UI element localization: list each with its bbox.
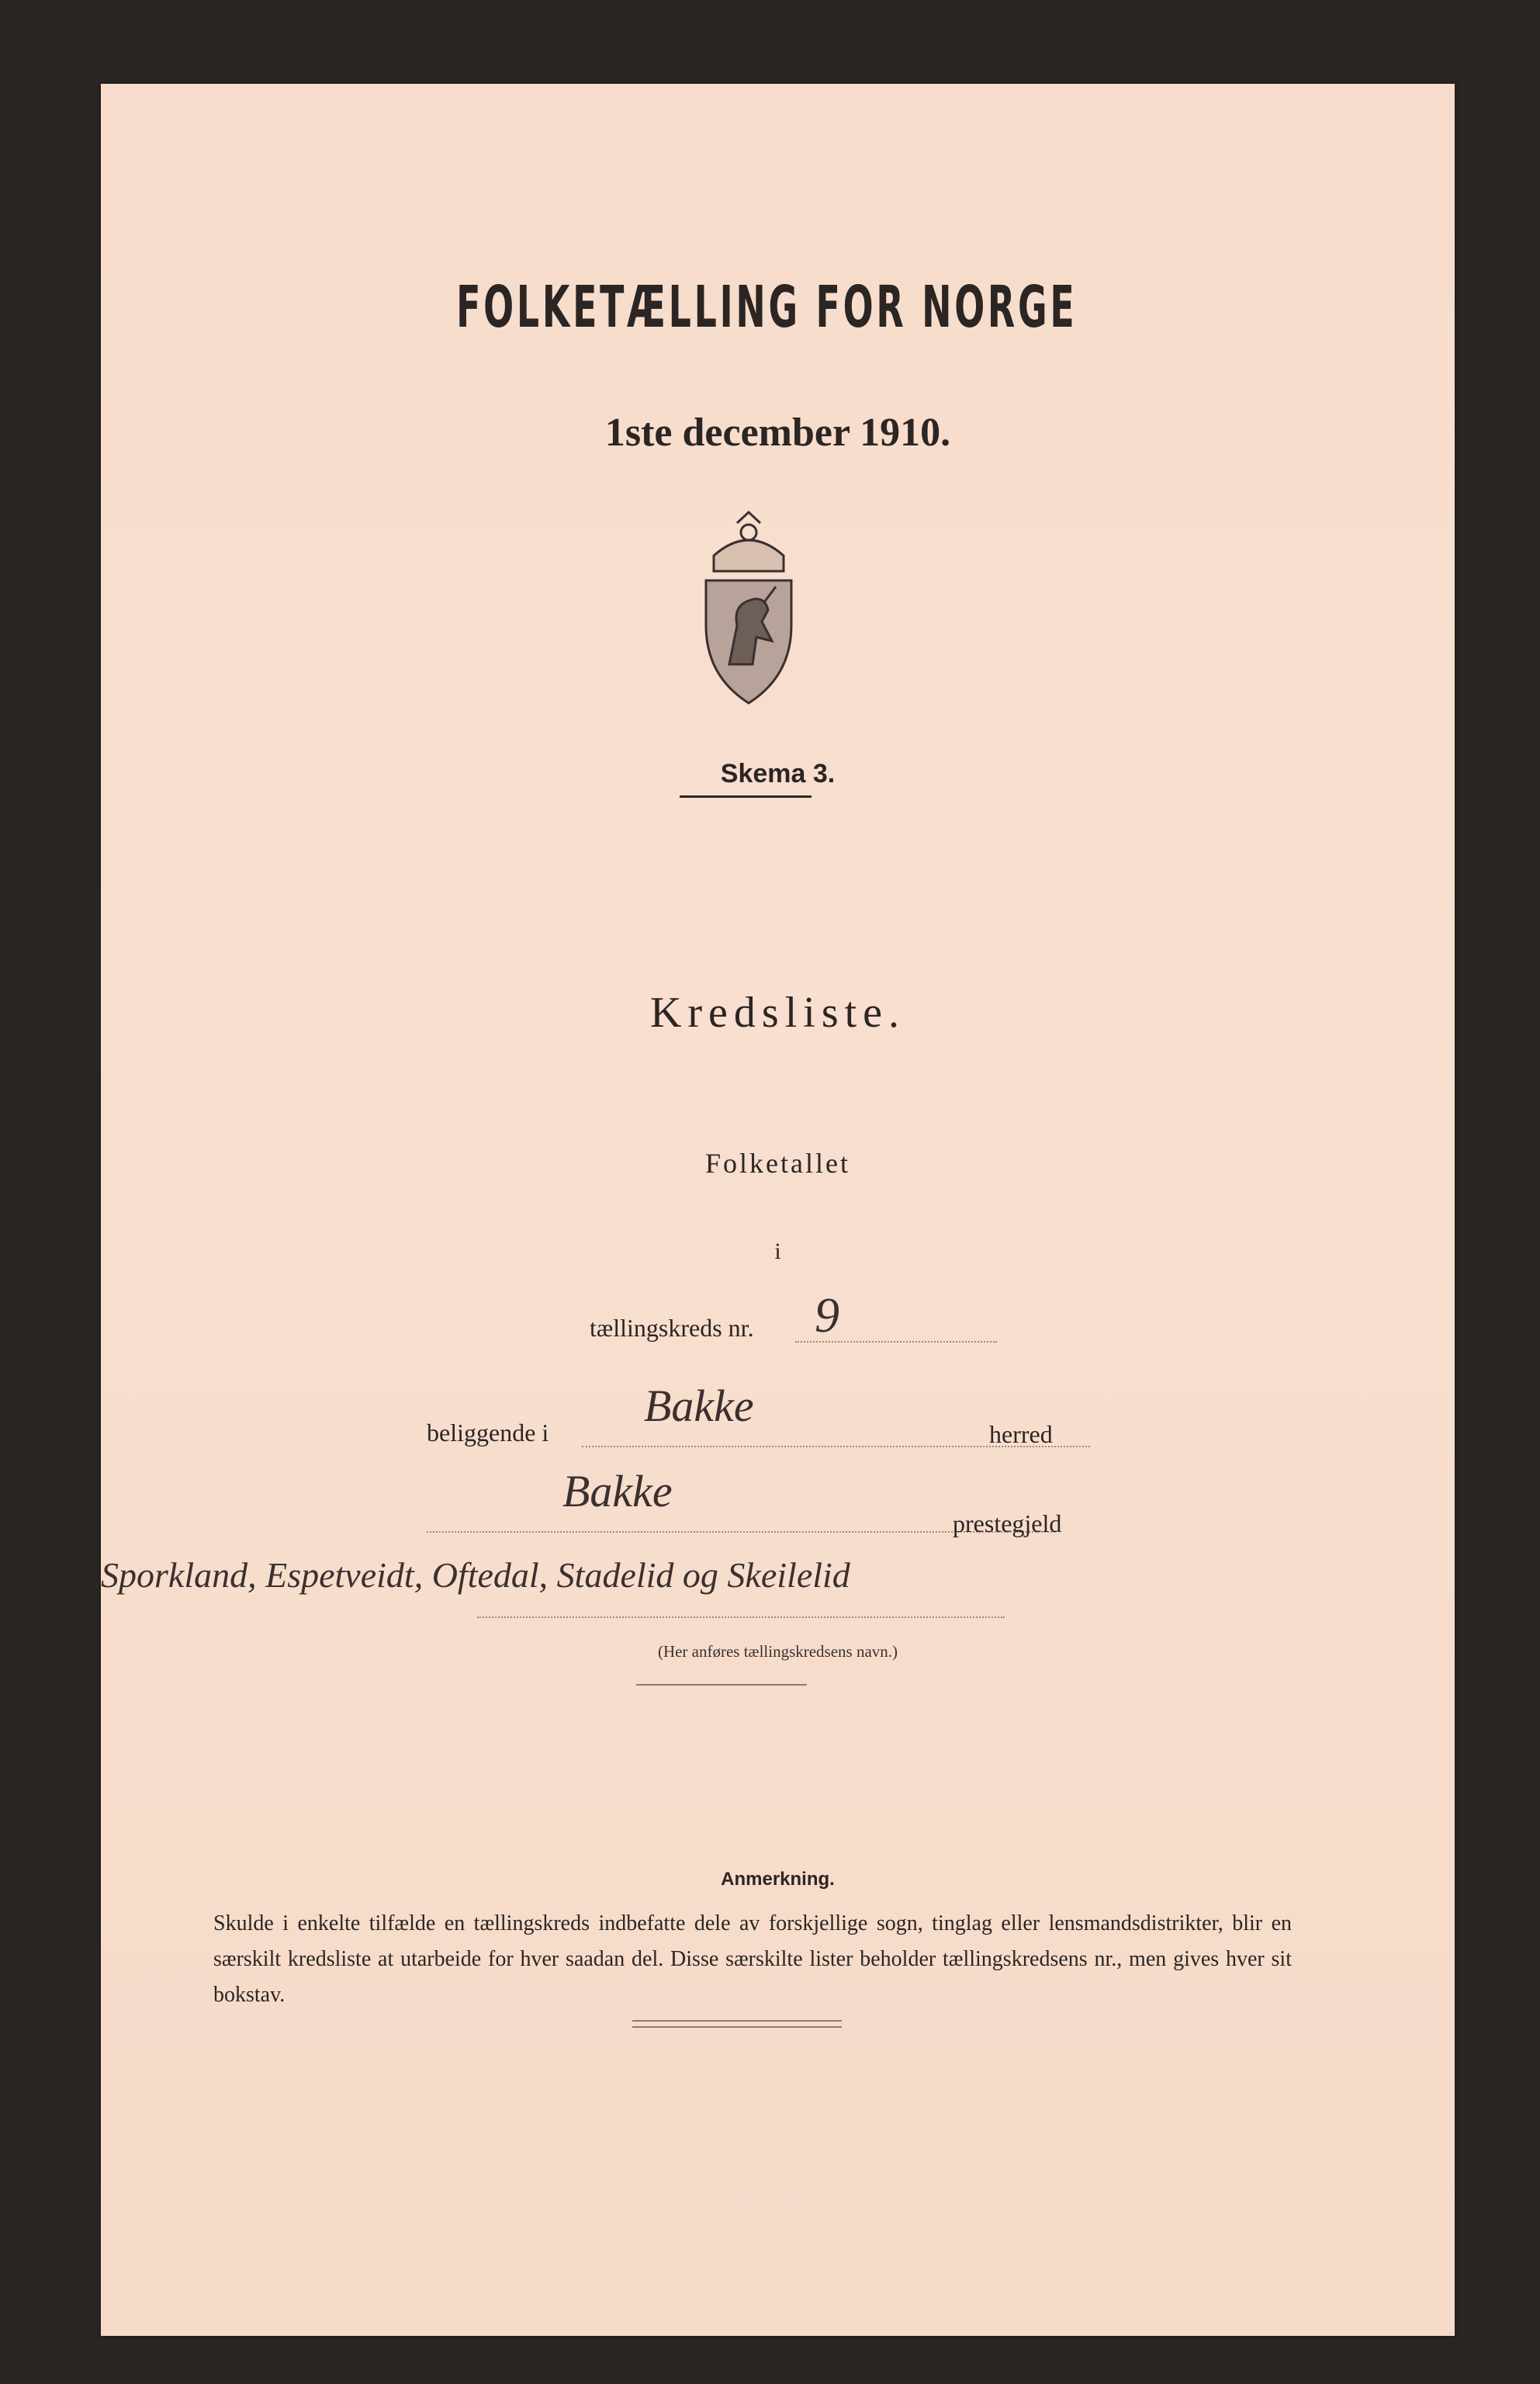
form-subheading: Folketallet <box>705 1148 850 1179</box>
district-name-line <box>477 1616 1005 1618</box>
divider-line <box>636 1684 807 1686</box>
note-title: Anmerkning. <box>721 1869 835 1890</box>
form-heading: Kredsliste. <box>649 989 906 1037</box>
footer-rule-bottom <box>632 2026 842 2028</box>
herred-label: herred <box>989 1420 1053 1448</box>
norwegian-coat-of-arms-icon <box>690 509 807 711</box>
prestegjeld-value: Bakke <box>562 1466 673 1516</box>
district-number-label: tællingskreds nr. <box>590 1314 754 1342</box>
located-label: beliggende i <box>427 1419 549 1447</box>
note-body: Skulde i enkelte tilfælde en tællingskreds indbefatte dele av forskjellige sogn, tinglag eller lensmandsdistrikter, blir en særskilt kredsliste at utarbeide for hver saadan del. Disse særskilte lister beholder tællingskredsens nr., men gives hver sit bokstav. <box>213 1911 1292 2007</box>
schema-label: Skema 3. <box>720 759 836 788</box>
prestegjeld-label: prestegjeld <box>953 1509 1062 1537</box>
herred-value: Bakke <box>644 1381 754 1431</box>
district-name-value: Sporkland, Espetveidt, Oftedal, Stadelid og Skeilelid <box>101 1555 850 1595</box>
preposition-text: i <box>774 1239 781 1264</box>
district-name-hint: (Her anføres tællingskredsens navn.) <box>657 1642 898 1661</box>
form-title: FOLKETÆLLING FOR NORGE <box>456 274 1078 341</box>
census-date: 1ste december 1910. <box>604 411 951 455</box>
schema-underline <box>680 795 812 798</box>
footer-rule-top <box>632 2020 842 2022</box>
census-form-page <box>101 84 1455 2336</box>
district-number-value: 9 <box>815 1287 839 1343</box>
